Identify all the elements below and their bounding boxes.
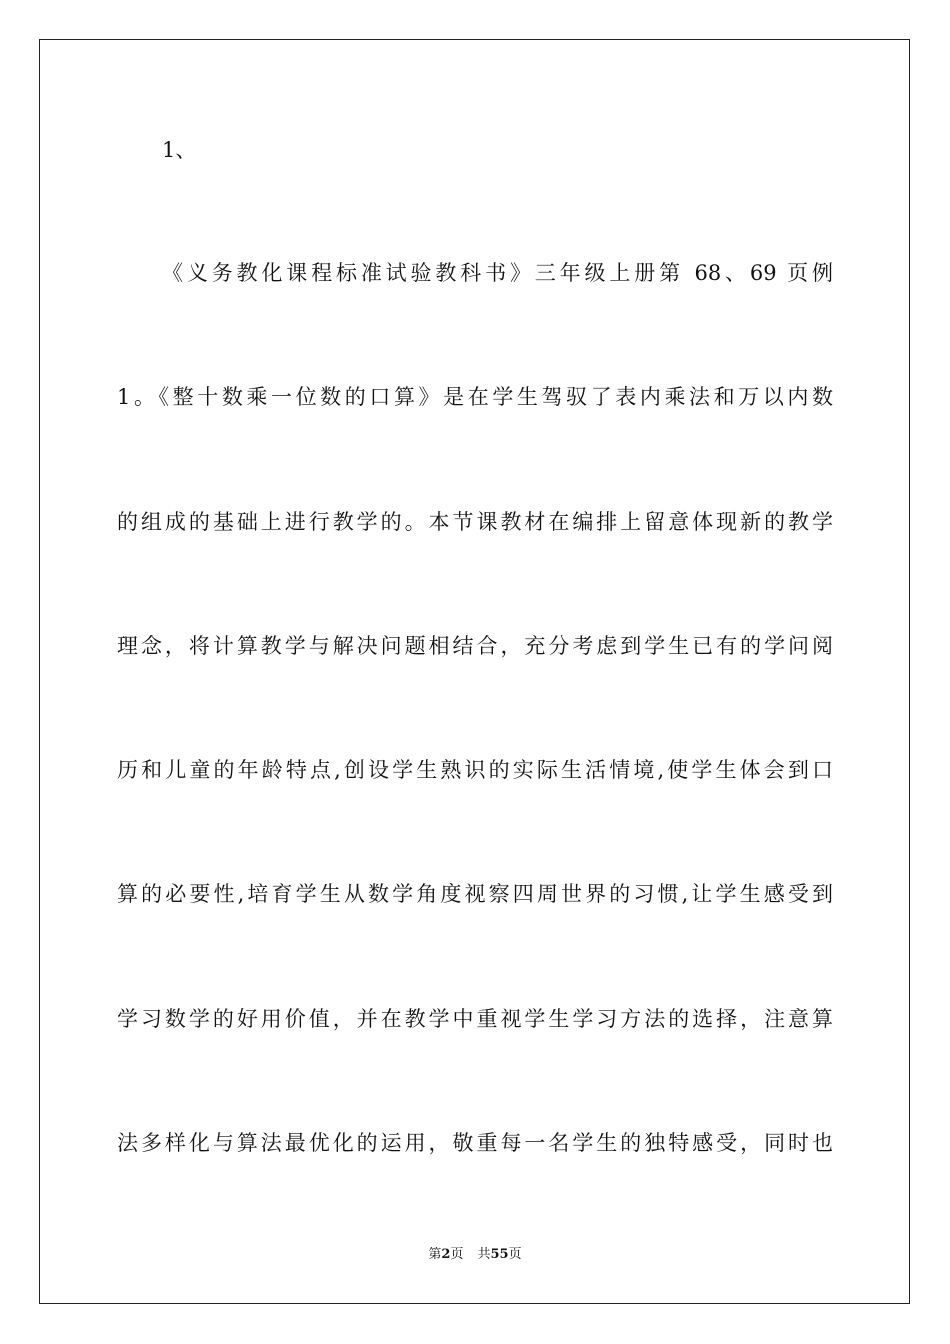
current-page-number: 2 bbox=[441, 1247, 451, 1262]
paragraph-line-1: 《义务教化课程标准试验教科书》三年级上册第 68、69 页例 bbox=[162, 261, 833, 285]
page-border bbox=[39, 39, 910, 1304]
total-page-count: 55 bbox=[490, 1247, 509, 1262]
page-suffix: 页 bbox=[450, 1247, 464, 1262]
page-footer bbox=[0, 1246, 950, 1264]
section-number: 1、 bbox=[162, 138, 197, 162]
paragraph-line-2: 1。《整十数乘一位数的口算》是在学生驾驭了表内乘法和万以内数 bbox=[117, 385, 833, 409]
page-prefix: 第 bbox=[428, 1247, 442, 1262]
total-suffix: 页 bbox=[508, 1247, 522, 1262]
paragraph-line-7: 学习数学的好用价值，并在教学中重视学生学习方法的选择，注意算 bbox=[117, 1007, 833, 1031]
paragraph-line-3: 的组成的基础上进行教学的。本节课教材在编排上留意体现新的教学 bbox=[117, 510, 833, 534]
paragraph-line-5: 历和儿童的年龄特点,创设学生熟识的实际生活情境,使学生体会到口 bbox=[117, 758, 833, 782]
paragraph-line-4: 理念，将计算教学与解决问题相结合，充分考虑到学生已有的学问阅 bbox=[117, 634, 833, 658]
paragraph-line-8: 法多样化与算法最优化的运用，敬重每一名学生的独特感受，同时也 bbox=[117, 1131, 833, 1155]
paragraph-line-6: 算的必要性,培育学生从数学角度视察四周世界的习惯,让学生感受到 bbox=[117, 882, 833, 906]
total-prefix: 共 bbox=[477, 1247, 491, 1262]
